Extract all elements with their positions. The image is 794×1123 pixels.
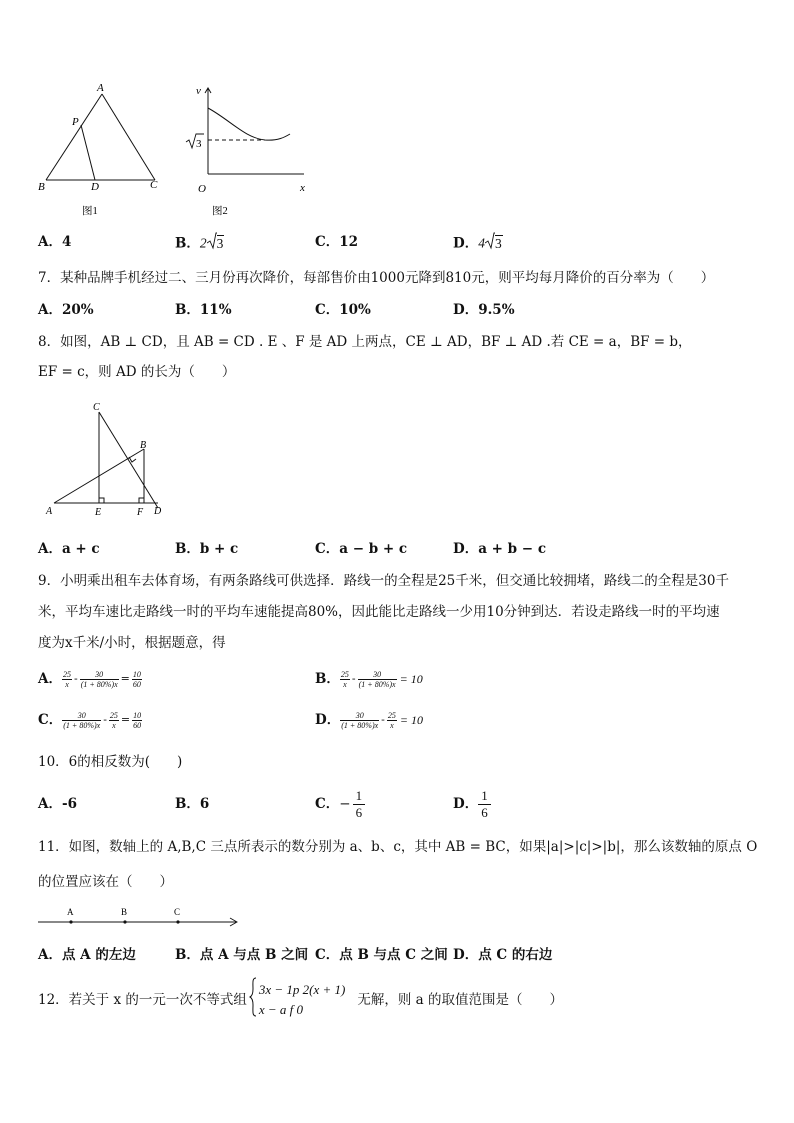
q9-a-den3: 60 [132, 679, 141, 689]
q11-option-b[interactable]: B．点 A 与点 B 之间 [175, 947, 309, 963]
q9-d-den2: x [390, 720, 394, 730]
q6-option-b-radicand: 3 [216, 235, 224, 251]
q12-stem-pre: 12．若关于 x 的一元一次不等式组 [38, 992, 247, 1008]
q9-b-eq10: = 10 [399, 672, 423, 686]
q9-c-den2: x [112, 720, 116, 730]
q6-option-d-coef: 4 [478, 235, 485, 251]
q9-option-b-label: B． [315, 671, 340, 687]
q9-a-den1: x [65, 679, 69, 689]
q9-c-den1: (1 + 80%)x [63, 720, 101, 730]
q12-stem-post: 无解，则 a 的取值范围是（ ） [357, 992, 564, 1008]
q8-option-c[interactable]: C．a − b + c [315, 541, 408, 557]
q6-option-d-radicand: 3 [494, 235, 502, 251]
q10-option-b[interactable]: B．6 [175, 796, 210, 812]
fig1-label-d: D [91, 181, 99, 193]
q6-option-c[interactable]: C．12 [315, 234, 359, 250]
q11-stem-line2: 的位置应该在（ ） [38, 874, 173, 890]
q6-option-a[interactable]: A．4 [38, 234, 72, 250]
q9-a-minus: - [73, 672, 78, 685]
q9-stem-line1: 9．小明乘出租车去体育场，有两条路线可供选择．路线一的全程是25千米，但交通比较拥堵，路线二的全程是30千 [38, 573, 729, 589]
q10-option-c[interactable] [315, 785, 365, 823]
q11-stem-line1: 11．如图，数轴上的 A,B,C 三点所表示的数分别为 a、b、c，其中 AB = BC，如果|a|>|c|>|b|，那么该数轴的原点 O [38, 839, 758, 855]
q9-c-eq: = [120, 713, 131, 726]
left-brace-icon [249, 977, 257, 1023]
q9-c-num1: 30 [62, 711, 101, 721]
q9-d-num1: 30 [340, 711, 379, 721]
q9-d-num2: 25 [387, 710, 396, 720]
q7-option-a[interactable]: A．20% [38, 302, 94, 318]
q6-option-d-label: D． [453, 235, 479, 252]
q9-c-num3: 10 [133, 710, 142, 720]
q9-c-num2: 25 [109, 710, 118, 720]
fig2-caption: 图2 [212, 206, 228, 217]
sqrt-sign-icon [207, 232, 217, 256]
q9-option-a[interactable] [38, 664, 142, 694]
q8-option-b[interactable]: B．b + c [175, 541, 239, 557]
q7-stem: 7．某种品牌手机经过二、三月份再次降价，每部售价由1000元降到810元，则平均每月降价的百分率为（ ） [38, 270, 715, 286]
q9-option-c[interactable] [38, 705, 142, 735]
q10-d-den: 6 [481, 804, 488, 820]
q8-fig-label-e: E [95, 507, 102, 518]
q9-b-minus: - [351, 672, 356, 685]
q12-inequality-2: x − a f 0 [258, 1002, 304, 1017]
q6-option-b-label: B． [175, 235, 200, 252]
q10-c-num: 1 [353, 788, 366, 805]
fig1-label-b: B [38, 181, 45, 193]
fig2-sqrt3 [186, 134, 204, 150]
q9-stem-line3: 度为x千米/小时，根据题意，得 [38, 635, 226, 651]
q8-fig-label-b: B [140, 440, 147, 451]
q9-b-den1: x [343, 679, 347, 689]
q11-option-d[interactable]: D．点 C 的右边 [453, 947, 553, 963]
fig2-label-x: x [300, 182, 305, 194]
q8-stem-line2: EF = c，则 AD 的长为（ ） [38, 364, 236, 380]
q9-a-num2: 30 [80, 670, 119, 680]
q6-option-b-coef: 2 [199, 235, 207, 251]
q9-option-d-label: D． [315, 712, 341, 728]
q9-a-den2: (1 + 80%)x [80, 679, 118, 689]
q9-a-num1: 25 [62, 669, 71, 679]
q8-option-a[interactable]: A．a + c [38, 541, 100, 557]
sqrt-sign-icon [485, 232, 495, 256]
fig1-label-a: A [97, 82, 104, 94]
q8-fig-label-c: C [93, 402, 100, 413]
figure-1-triangle [30, 80, 170, 220]
q12-inequality-1: 3x − 1p 2(x + 1) [258, 982, 346, 997]
q12-stem [38, 978, 563, 1022]
fig2-label-o: O [198, 183, 206, 195]
q10-option-d[interactable] [453, 785, 491, 823]
q10-option-c-sign: − [339, 796, 351, 812]
q9-c-minus: - [103, 713, 107, 726]
fig1-label-c: C [150, 179, 158, 191]
q9-option-a-label: A． [38, 671, 62, 687]
q11-axis-label-c: C [174, 907, 181, 917]
q7-option-c[interactable]: C．10% [315, 302, 371, 318]
figure-2-graph [180, 80, 320, 220]
q10-option-a[interactable]: A．-6 [38, 796, 77, 812]
q9-option-d[interactable] [315, 705, 423, 735]
fig2-label-v: v [196, 85, 201, 97]
q9-b-num1: 25 [340, 669, 349, 679]
q9-option-c-label: C． [38, 712, 63, 728]
q10-stem: 10．6的相反数为( ) [38, 754, 183, 770]
q9-option-b[interactable] [315, 664, 423, 694]
q6-option-d[interactable] [453, 232, 503, 256]
q10-c-den: 6 [355, 804, 363, 820]
q7-option-d[interactable]: D．9.5% [453, 302, 515, 318]
q6-option-b[interactable] [175, 232, 224, 256]
q11-number-line [36, 904, 246, 932]
q10-d-num: 1 [478, 788, 491, 805]
q9-d-den1: (1 + 80%)x [341, 720, 379, 730]
fig2-label-sqrt3: 3 [196, 138, 202, 150]
q8-figure [40, 398, 175, 523]
q9-stem-line2: 米，平均车速比走路线一时的平均车速能提高80%，因此能比走路线一少用10分钟到达．若设走路线一时的平均速 [38, 604, 720, 620]
q8-fig-label-f: F [137, 507, 144, 518]
q11-option-a[interactable]: A．点 A 的左边 [38, 947, 136, 963]
q8-stem-line1: 8．如图，AB ⊥ CD，且 AB = CD . E 、F 是 AD 上两点，CE ⊥ AD，BF ⊥ AD .若 CE = a，BF = b， [38, 334, 692, 350]
q9-b-num2: 30 [358, 670, 397, 680]
q9-a-eq: = [120, 672, 130, 685]
q10-option-c-label: C． [315, 796, 340, 812]
q8-fig-label-d: D [154, 506, 162, 517]
q11-option-c[interactable]: C．点 B 与点 C 之间 [315, 947, 448, 963]
q9-c-den3: 60 [133, 720, 142, 730]
q10-option-d-label: D． [453, 796, 479, 812]
q9-d-eq10: = 10 [399, 713, 423, 727]
q9-b-den2: (1 + 80%)x [358, 679, 396, 689]
q9-a-num3: 10 [132, 669, 141, 679]
q8-option-d[interactable]: D．a + b − c [453, 541, 547, 557]
q11-axis-label-b: B [121, 907, 128, 917]
q8-fig-label-a: A [46, 506, 53, 517]
q9-d-minus: - [381, 713, 385, 726]
fig1-caption: 图1 [82, 206, 98, 217]
fig1-label-p: P [72, 116, 79, 128]
q7-option-b[interactable]: B．11% [175, 302, 232, 318]
q11-axis-label-a: A [67, 907, 74, 917]
